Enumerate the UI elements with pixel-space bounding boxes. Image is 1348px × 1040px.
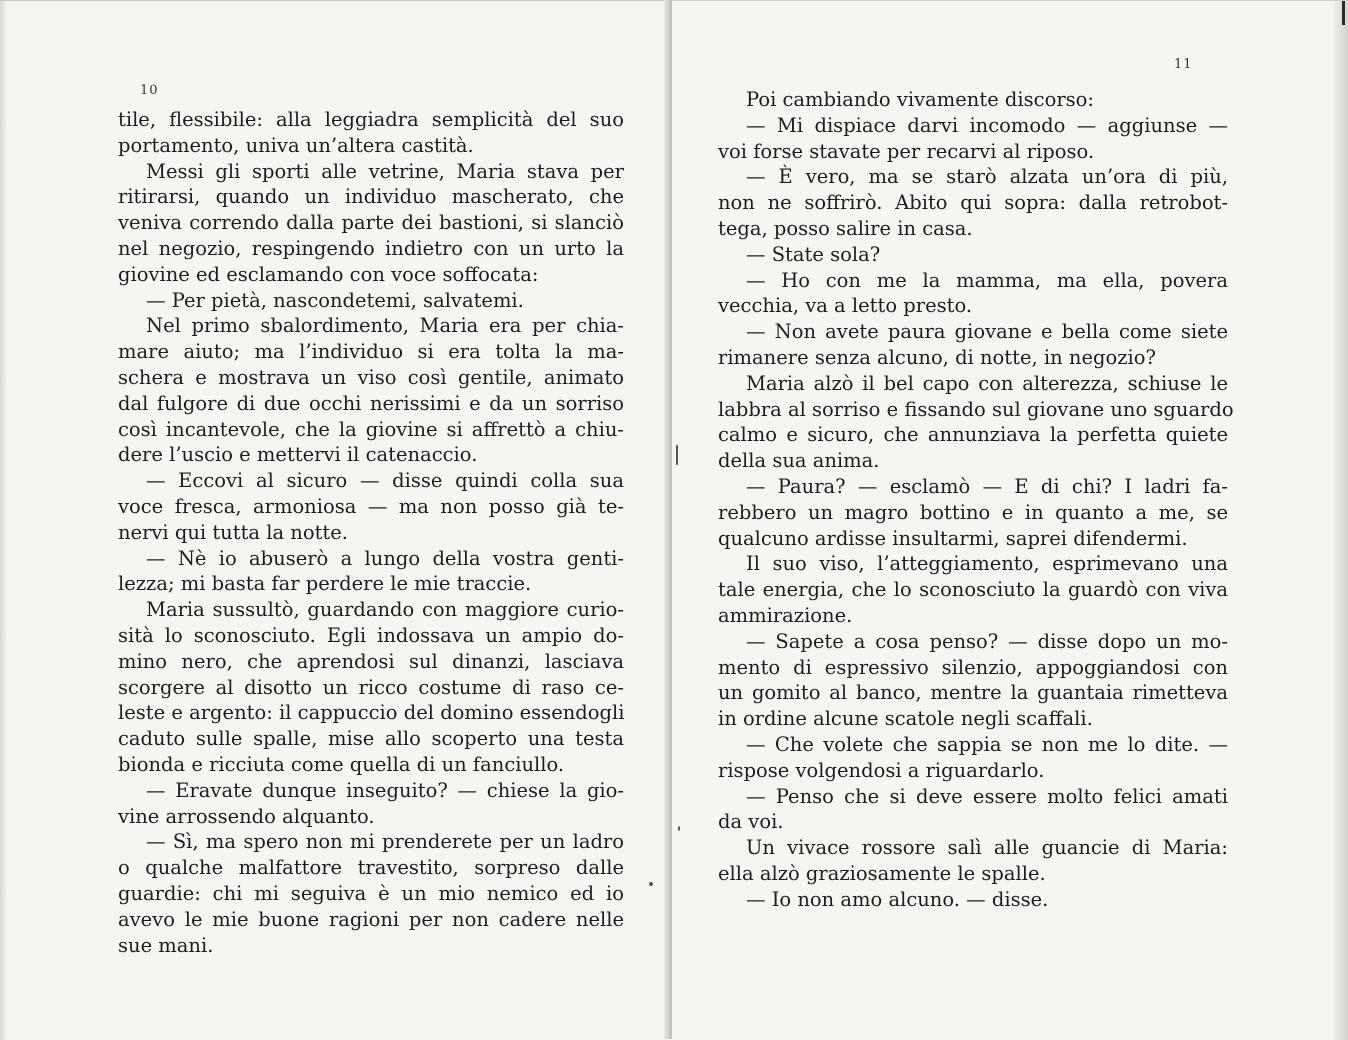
text-line: — Mi dispiace darvi incomodo — aggiunse — [746, 113, 1228, 137]
text-line: — Eccovi al sicuro — disse quindi colla sua [146, 469, 624, 493]
text-line: — State sola? [746, 242, 881, 266]
text-line: qualcuno ardisse insultarmi, saprei difendermi. [718, 526, 1188, 550]
text-line: mino nero, che aprendosi sul dinanzi, lasciava [118, 649, 624, 673]
text-line: Nel primo sbalordimento, Maria era per chia- [146, 314, 624, 338]
text-line: — Paura? — esclamò — E di chi? I ladri fa- [746, 474, 1228, 498]
text-line: o qualche malfattore travestito, sorpreso dalle [118, 856, 624, 880]
text-line: della sua anima. [718, 449, 880, 473]
text-line: calmo e sicuro, che annunziava la perfetta quiete [718, 423, 1228, 447]
text-line: Il suo viso, l’atteggiamento, esprimevano una [746, 552, 1228, 576]
text-line: — Nè io abuserò a lungo della vostra genti- [146, 546, 624, 570]
left-page-number: 10 [140, 83, 159, 98]
text-line: lezza; mi basta far perdere le mie traccie. [118, 572, 532, 596]
text-line: ammirazione. [718, 603, 853, 627]
text-line: Poi cambiando vivamente discorso: [746, 88, 1094, 111]
text-line: voi forse stavate per recarvi al riposo. [718, 139, 1095, 163]
right-page-edge [1334, 1, 1348, 1040]
text-line: Un vivace rossore salì alle guancie di Maria: [746, 836, 1228, 860]
text-line: giovine ed esclamando con voce soffocata: [118, 262, 539, 286]
text-line: mento di espressivo silenzio, appoggiandosi con [718, 655, 1228, 679]
text-line: — Io non amo alcuno. — disse. [746, 887, 1049, 911]
text-line: scorgere al disotto un ricco costume di raso ce- [118, 675, 624, 699]
text-line: mare aiuto; ma l’individuo si era tolta la ma- [118, 340, 624, 364]
text-line: vine arrossendo alquanto. [118, 804, 375, 828]
text-line: tile, flessibile: alla leggiadra semplicità del suo [118, 108, 624, 131]
text-line: — Eravate dunque inseguito? — chiese la gio- [146, 778, 624, 802]
text-line: sità lo sconosciuto. Egli indossava un ampio do- [118, 623, 624, 647]
text-line: — Che volete che sappia se non me lo dite. — [746, 732, 1228, 756]
text-line: Maria alzò il bel capo con alterezza, schiuse le [746, 371, 1228, 395]
text-line: ritirarsi, quando un individuo mascherato, che [118, 185, 624, 209]
text-line: — Penso che si deve essere molto felici amati [746, 784, 1228, 808]
left-page-text [118, 107, 624, 958]
text-line: in ordine alcune scatole negli scaffali. [718, 707, 1093, 731]
text-line: tale energia, che lo sconosciuto la guardò con viva [718, 578, 1228, 602]
text-line: vecchia, va a letto presto. [718, 294, 973, 318]
text-line: rispose volgendosi a riguardarlo. [718, 758, 1045, 782]
text-line: non ne soffrirò. Abito qui sopra: dalla retrobot- [718, 191, 1228, 215]
text-line: leste e argento: il cappuccio del domino essendogli [118, 701, 625, 725]
left-page-edge [0, 1, 6, 1040]
text-line: — Sapete a cosa penso? — disse dopo un mo- [746, 629, 1228, 653]
text-line: un gomito al banco, mentre la guantaia rimetteva [718, 681, 1228, 705]
text-line: bionda e ricciuta come quella di un fanciullo. [118, 752, 565, 776]
ink-speck [649, 882, 653, 886]
text-line: — Per pietà, nascondetemi, salvatemi. [146, 288, 524, 312]
text-line: così incantevole, che la giovine si affrettò a chiu- [118, 417, 624, 441]
text-line: portamento, univa un’altera castità. [118, 133, 474, 157]
ink-speck [676, 445, 678, 465]
text-line: caduto sulle spalle, mise allo scoperto una testa [118, 727, 624, 751]
right-page-number: 11 [1174, 57, 1193, 72]
right-page [672, 0, 1348, 1040]
text-line: ella alzò graziosamente le spalle. [718, 861, 1046, 885]
ink-speck [678, 826, 680, 831]
text-line: — Non avete paura giovane e bella come siete [746, 320, 1228, 344]
text-line: voce fresca, armoniosa — ma non posso già te- [118, 494, 624, 518]
text-line: da voi. [718, 810, 784, 834]
text-line: — Ho con me la mamma, ma ella, povera [746, 268, 1228, 292]
text-line: veniva correndo dalla parte dei bastioni, si slanciò [118, 211, 624, 235]
text-line: dal fulgore di due occhi nerissimi e da un sorriso [118, 391, 624, 415]
text-line: — È vero, ma se starò alzata un’ora di più, [746, 165, 1228, 189]
text-line: nervi qui tutta la notte. [118, 520, 349, 544]
text-line: rebbero un magro bottino e in quanto a me, se [718, 500, 1228, 524]
right-page-text [718, 87, 1234, 913]
text-line: avevo le mie buone ragioni per non cadere nelle [118, 907, 624, 931]
text-line: tega, posso salire in casa. [718, 216, 973, 240]
text-line: Maria sussultò, guardando con maggiore curio- [146, 598, 624, 622]
text-line: dere l’uscio e mettervi il catenaccio. [118, 443, 478, 467]
text-line: sue mani. [118, 933, 214, 957]
left-page [0, 0, 668, 1040]
text-line: Messi gli sporti alle vetrine, Maria stava per [146, 159, 624, 183]
text-line: schera e mostrava un viso così gentile, animato [118, 365, 624, 389]
text-line: — Sì, ma spero non mi prenderete per un ladro [146, 830, 624, 854]
text-line: nel negozio, respingendo indietro con un urto la [118, 236, 624, 260]
text-line: labbra al sorriso e fissando sul giovane uno sguardo [718, 397, 1234, 421]
text-line: rimanere senza alcuno, di notte, in negozio? [718, 345, 1156, 369]
text-line: guardie: chi mi seguiva è un mio nemico ed io [118, 881, 624, 905]
